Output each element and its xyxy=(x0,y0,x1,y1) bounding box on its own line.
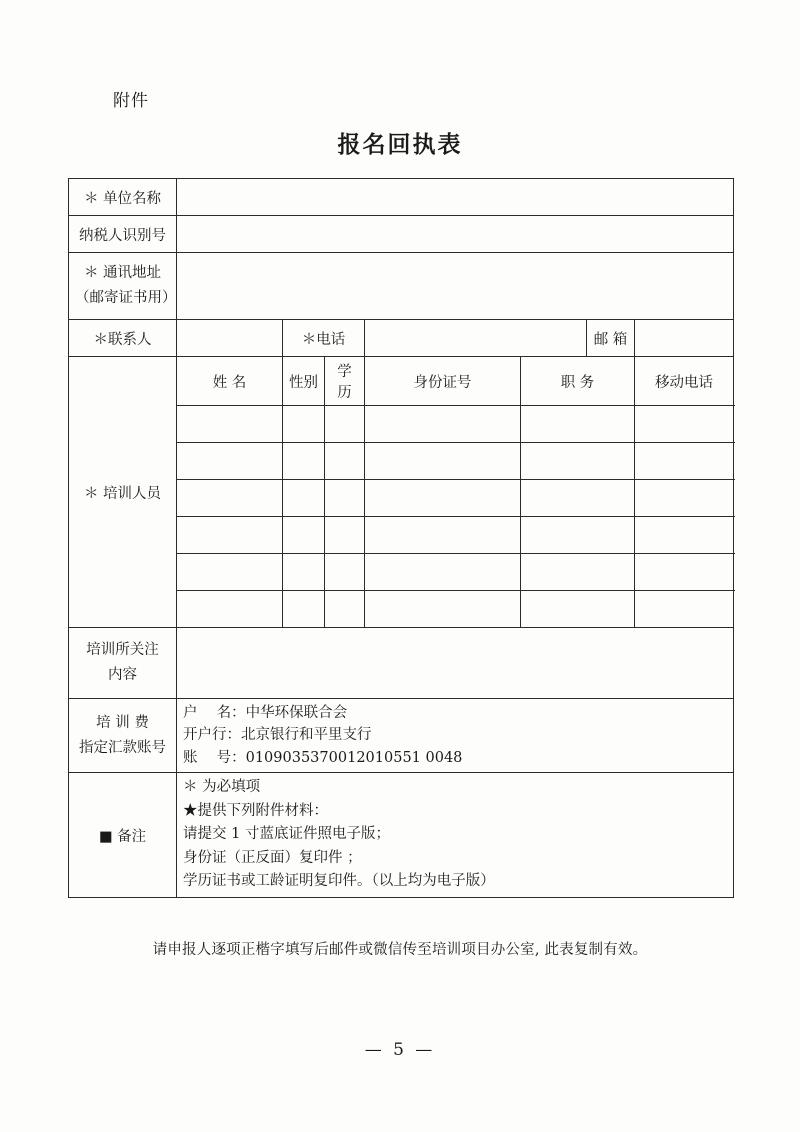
table-row-remarks xyxy=(69,773,734,897)
trainee-cell-name[interactable] xyxy=(177,443,283,480)
trainee-cell-gender[interactable] xyxy=(283,406,325,443)
trainee-cell-id-number[interactable] xyxy=(365,406,521,443)
address-label-line2: （邮寄证书用） xyxy=(75,290,177,306)
trainee-header-gender: 性别 xyxy=(283,357,325,406)
trainee-cell-gender[interactable] xyxy=(283,480,325,517)
trainee-cell-position[interactable] xyxy=(521,480,635,517)
trainee-cell-gender[interactable] xyxy=(283,591,325,628)
address-label-line1: ＊ 通讯地址 xyxy=(83,265,162,282)
unit-name-label: ＊ 单位名称 xyxy=(69,179,177,216)
table-row-address xyxy=(69,253,734,320)
trainee-cell-education[interactable] xyxy=(325,406,365,443)
bank-info-block xyxy=(177,699,734,773)
fee-account-label xyxy=(69,699,177,773)
focus-label xyxy=(69,628,177,699)
remarks-block xyxy=(177,773,734,897)
page-number: — 5 — xyxy=(364,1040,436,1060)
email-field[interactable] xyxy=(635,320,734,357)
address-label xyxy=(69,253,177,320)
email-label: 邮 箱 xyxy=(587,320,635,357)
contact-label: ＊联系人 xyxy=(69,320,177,357)
trainee-header-education: 学历 xyxy=(325,357,365,406)
table-row-contact xyxy=(69,320,734,357)
trainee-cell-education[interactable] xyxy=(325,443,365,480)
table-row-taxpayer-id xyxy=(69,216,734,253)
trainee-cell-position[interactable] xyxy=(521,406,635,443)
trainee-cell-id-number[interactable] xyxy=(365,517,521,554)
remark-line-required: ＊ 为必填项 xyxy=(183,779,261,796)
trainee-cell-position[interactable] xyxy=(521,517,635,554)
page-title: 报名回执表 xyxy=(337,131,463,158)
table-row-unit-name xyxy=(69,179,734,216)
trainee-cell-position[interactable] xyxy=(521,443,635,480)
unit-name-field[interactable] xyxy=(177,179,734,216)
trainee-cell-id-number[interactable] xyxy=(365,480,521,517)
trainee-cell-education[interactable] xyxy=(325,591,365,628)
remark-line-attachments: ★提供下列附件材料： xyxy=(183,802,328,819)
trainee-cell-name[interactable] xyxy=(177,591,283,628)
trainee-cell-mobile[interactable] xyxy=(635,517,734,554)
trainee-header-name: 姓 名 xyxy=(177,357,283,406)
trainee-cell-mobile[interactable] xyxy=(635,554,734,591)
focus-field[interactable] xyxy=(177,628,734,699)
focus-label-line2: 内容 xyxy=(108,667,137,683)
trainee-cell-gender[interactable] xyxy=(283,443,325,480)
fee-label-line1: 培 训 费 xyxy=(96,715,149,732)
trainee-header-id-number: 身份证号 xyxy=(365,357,521,406)
trainee-cell-name[interactable] xyxy=(177,406,283,443)
trainee-cell-id-number[interactable] xyxy=(365,591,521,628)
taxpayer-id-field[interactable] xyxy=(177,216,734,253)
trainee-cell-gender[interactable] xyxy=(283,554,325,591)
remark-line-id-copy: 身份证（正反面）复印件 ； xyxy=(183,849,362,866)
registration-form-table xyxy=(68,178,734,898)
trainee-cell-name[interactable] xyxy=(177,517,283,554)
taxpayer-id-label: 纳税人识别号 xyxy=(69,216,177,253)
address-field[interactable] xyxy=(177,253,734,320)
phone-field[interactable] xyxy=(365,320,587,357)
remark-line-diploma: 学历证书或工龄证明复印件。（以上均为电子版） xyxy=(183,873,495,890)
form-footnote: 请申报人逐项正楷字填写后邮件或微信传至培训项目办公室, 此表复制有效。 xyxy=(152,942,648,958)
trainee-cell-position[interactable] xyxy=(521,554,635,591)
trainee-cell-name[interactable] xyxy=(177,554,283,591)
trainee-cell-mobile[interactable] xyxy=(635,480,734,517)
fee-label-line2: 指定汇款账号 xyxy=(79,739,166,756)
attachment-label: 附件 xyxy=(113,91,149,111)
trainee-cell-education[interactable] xyxy=(325,480,365,517)
trainee-header-mobile: 移动电话 xyxy=(635,357,734,406)
trainee-cell-position[interactable] xyxy=(521,591,635,628)
trainees-label: ＊ 培训人员 xyxy=(69,357,177,628)
trainee-cell-mobile[interactable] xyxy=(635,443,734,480)
trainee-cell-id-number[interactable] xyxy=(365,443,521,480)
bank-account-name: 户 名：中华环保联合会 xyxy=(183,705,348,721)
remark-line-photo: 请提交 1 寸蓝底证件照电子版； xyxy=(183,826,390,843)
focus-label-line1: 培训所关注 xyxy=(86,642,159,659)
trainee-cell-name[interactable] xyxy=(177,480,283,517)
trainee-cell-gender[interactable] xyxy=(283,517,325,554)
table-row-trainee-headers xyxy=(69,357,734,406)
table-row-fee-account xyxy=(69,699,734,773)
bank-branch: 开户行：北京银行和平里支行 xyxy=(183,727,372,744)
remark-label: ■ 备注 xyxy=(69,773,177,897)
table-row-focus xyxy=(69,628,734,699)
trainee-cell-education[interactable] xyxy=(325,517,365,554)
trainee-cell-mobile[interactable] xyxy=(635,406,734,443)
phone-label: ＊电话 xyxy=(283,320,365,357)
bank-account-number: 账 号：0109035370012010551 0048 xyxy=(183,749,463,766)
trainee-header-position: 职 务 xyxy=(521,357,635,406)
trainee-cell-education[interactable] xyxy=(325,554,365,591)
trainee-cell-id-number[interactable] xyxy=(365,554,521,591)
trainee-cell-mobile[interactable] xyxy=(635,591,734,628)
contact-field[interactable] xyxy=(177,320,283,357)
